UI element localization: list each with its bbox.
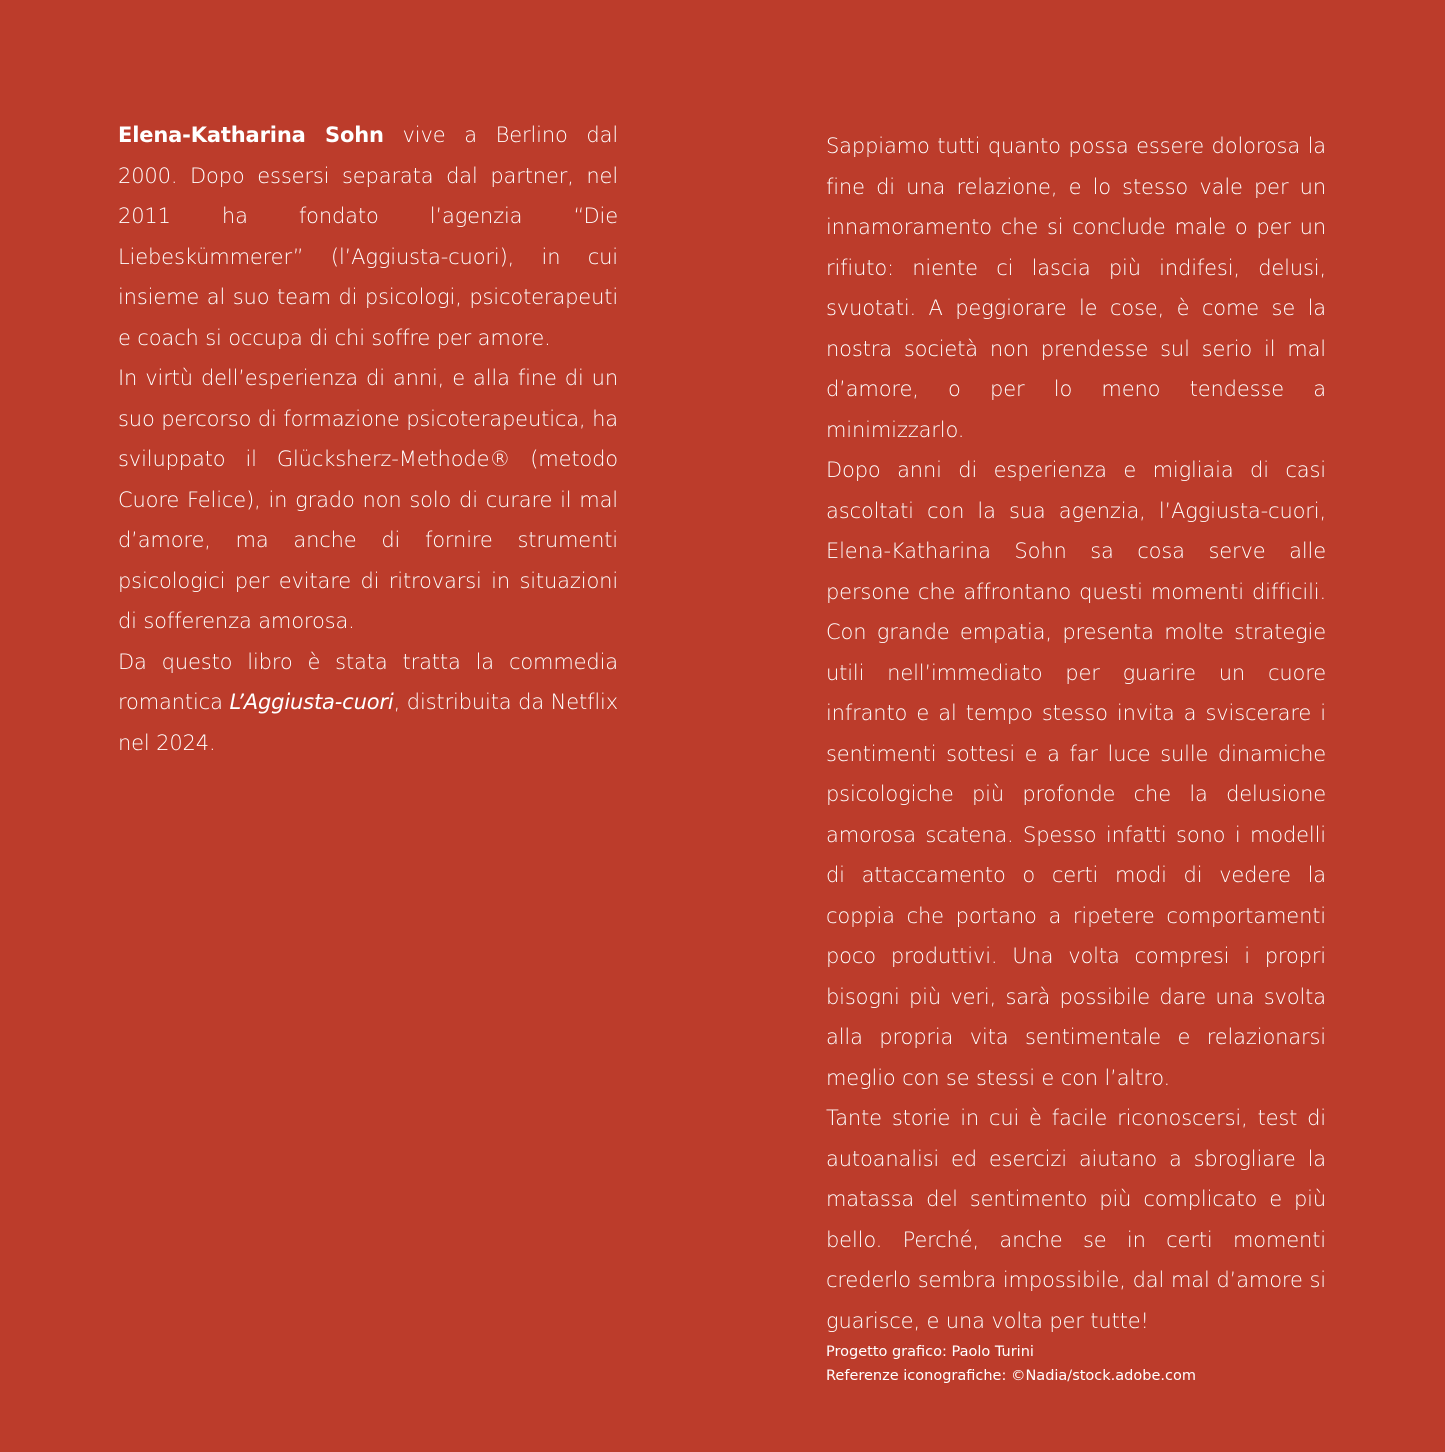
bio-paragraph-3 (118, 642, 618, 764)
description-paragraph-2: Dopo anni di esperienza e migliaia di casi ascoltati con la sua agenzia, l’Aggiusta-cuori, Elena-Katharina Sohn sa cosa serve alle persone che affrontano questi momenti difficili. Con grande empatia, presenta molte strategie utili nell’immediato per guarire un cuore infranto e al tempo stesso invita a sviscerare i sentimenti sottesi e a far luce sulle dinamiche psicologiche più profonde che la delusione amorosa scatena. Spesso infatti sono i modelli di attaccamento o certi modi di vedere la coppia che portano a ripetere comportamenti poco produttivi. Una volta compresi i propri bisogni più veri, sarà possibile dare una svolta alla propria vita sentimentale e relazionarsi meglio con se stessi e con l’altro. (826, 458, 1326, 1090)
description-paragraph-1: Sappiamo tutti quanto possa essere dolorosa la fine di una relazione, e lo stesso vale per un innamoramento che si conclude male o per un rifiuto: niente ci lascia più indifesi, delusi, svuotati. A peggiorare le cose, è come se la nostra società non prendesse sul serio il mal d’amore, o per lo meno tendesse a minimizzarlo. (826, 134, 1326, 442)
book-description (826, 126, 1326, 1341)
credits (826, 1340, 1196, 1388)
bio-paragraph-3-start: Da questo libro è stata tratta la commedia romantica (118, 649, 618, 714)
author-bio (118, 115, 618, 763)
bio-paragraph-1-text: vive a Berlino dal 2000. Dopo essersi separata dal partner, nel 2011 ha fondato l’agenzia “Die Liebeskümmerer” (l’Aggiusta-cuori), in cui insieme al suo team di psicologi, psicoterapeuti e coach si occupa di chi soffre per amore. (118, 123, 619, 350)
bio-paragraph-2: In virtù dell’esperienza di anni, e alla fine di un suo percorso di formazione psicoterapeutica, ha sviluppato il Glücksherz-Methode® (metodo Cuore Felice), in grado non solo di curare il mal d’amore, ma anche di fornire strumenti psicologici per evitare di ritrovarsi in situazioni di sofferenza amorosa. (118, 366, 618, 633)
description-paragraph-3: Tante storie in cui è facile riconoscersi, test di autoanalisi ed esercizi aiutano a sbrogliare la matassa del sentimento più complicato e più bello. Perché, anche se in certi momenti crederlo sembra impossibile, dal mal d’amore si guarisce, e una volta per tutte! (826, 1106, 1326, 1333)
bio-paragraph-3-end: , distribuita da Netflix nel 2024. (118, 690, 618, 755)
image-credit: Referenze iconografiche: ©Nadia/stock.adobe.com (826, 1368, 1196, 1384)
bio-paragraph-1 (118, 115, 618, 358)
film-title: L’Aggiusta-cuori (229, 690, 394, 714)
author-name: Elena-Katharina Sohn (118, 123, 384, 147)
design-credit: Progetto grafico: Paolo Turini (826, 1344, 1034, 1360)
